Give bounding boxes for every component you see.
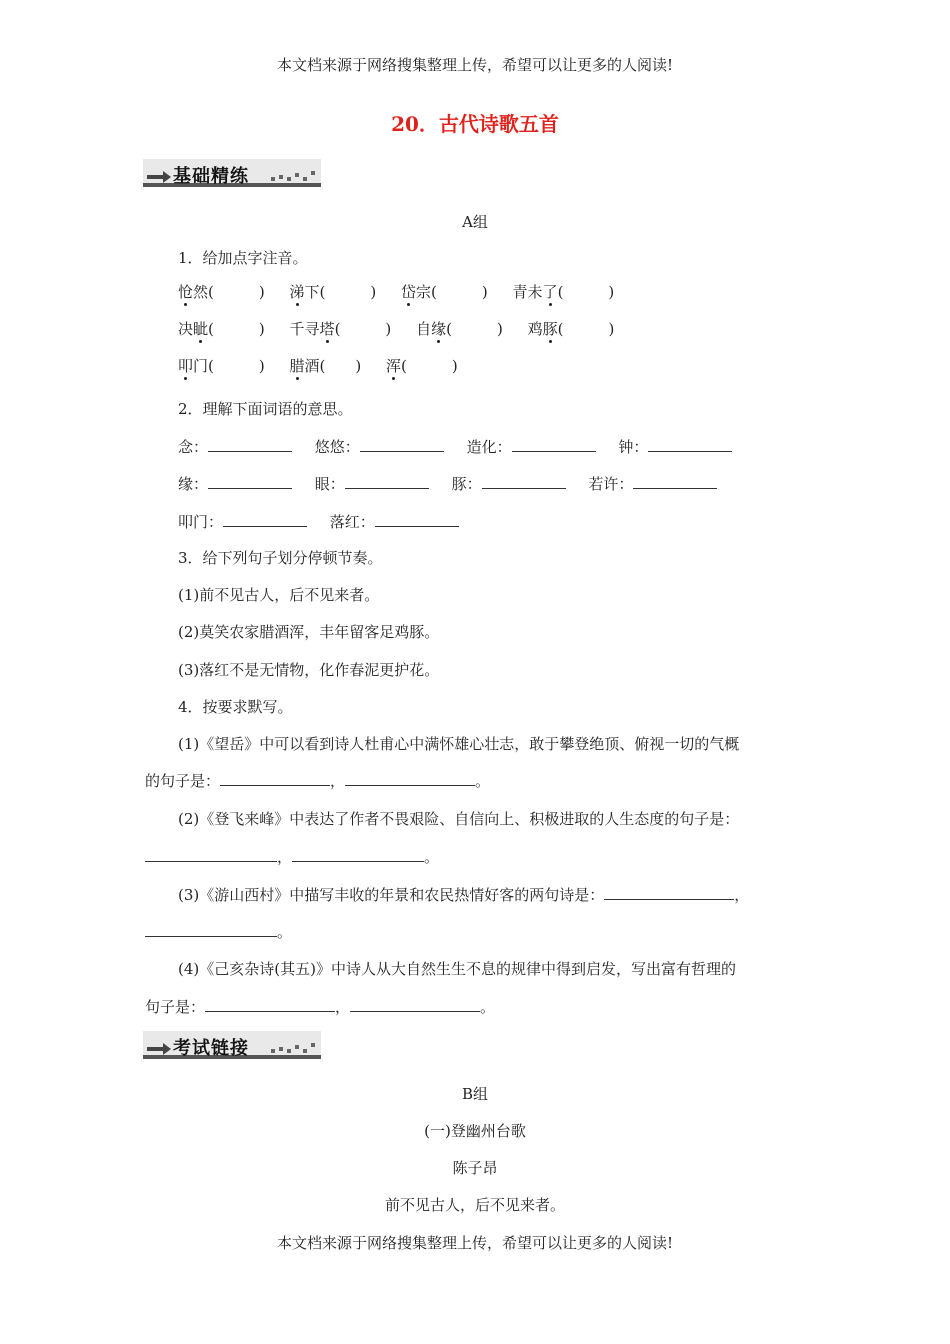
- banner-label: 考试链接: [173, 1038, 249, 1059]
- term-label: 叩门：: [178, 513, 224, 531]
- dictation-4-line-1: (4)《己亥杂诗(其五)》中诗人从大自然生生不息的规律中得到启发，写出富有哲理的: [178, 960, 736, 978]
- group-a-label: A组: [462, 213, 488, 231]
- answer-blank[interactable]: [604, 885, 734, 900]
- answer-blank[interactable]: [345, 474, 429, 489]
- answer-blank[interactable]: [375, 512, 459, 527]
- term-label: 豚：: [451, 475, 482, 493]
- question-3-label: 3．给下列句子划分停顿节奏。: [178, 549, 383, 567]
- meaning-row-2: [178, 473, 717, 494]
- dictation-prompt: 句子是：: [145, 998, 206, 1016]
- term-label: 钟：: [618, 438, 649, 456]
- page-footer: 本文档来源于网络搜集整理上传，希望可以让更多的人阅读!: [276, 1234, 674, 1252]
- answer-blank[interactable]: [633, 474, 717, 489]
- pinyin-item: 自缘( ): [416, 320, 503, 338]
- pinyin-item: 鸡豚( ): [527, 320, 615, 338]
- dictation-4-line-2: [145, 996, 495, 1017]
- pinyin-row-2: [178, 318, 614, 339]
- period: 。: [277, 923, 293, 941]
- pinyin-item: 决眦( ): [178, 320, 265, 338]
- answer-blank[interactable]: [648, 437, 732, 452]
- answer-blank[interactable]: [345, 771, 475, 786]
- answer-blank[interactable]: [145, 847, 277, 862]
- answer-blank[interactable]: [145, 922, 277, 937]
- term-label: 造化：: [466, 438, 512, 456]
- banner-label: 基础精练: [173, 166, 249, 187]
- answer-blank[interactable]: [223, 512, 307, 527]
- answer-blank[interactable]: [205, 997, 335, 1012]
- question-1-label: 1．给加点字注音。: [178, 249, 308, 267]
- poem-author: 陈子昂: [452, 1159, 498, 1177]
- pinyin-item: 腊酒( ): [289, 357, 362, 375]
- comma: ，: [335, 998, 351, 1016]
- period: 。: [480, 998, 496, 1016]
- answer-blank[interactable]: [482, 474, 566, 489]
- answer-blank[interactable]: [208, 437, 292, 452]
- comma: ，: [277, 848, 293, 866]
- group-b-label: B组: [461, 1085, 489, 1103]
- pinyin-item: 涕下( ): [289, 283, 377, 301]
- poem-line: 前不见古人，后不见来者。: [384, 1196, 565, 1214]
- pinyin-item: 怆然( ): [178, 283, 265, 301]
- answer-blank[interactable]: [350, 997, 480, 1012]
- term-label: 若许：: [588, 475, 634, 493]
- term-label: 落红：: [329, 513, 375, 531]
- dictation-1-line-2: [145, 770, 490, 791]
- term-label: 悠悠：: [314, 438, 360, 456]
- meaning-row-3: [178, 511, 459, 532]
- period: 。: [475, 772, 491, 790]
- rhythm-sentence: (3)落红不是无情物，化作春泥更护花。: [178, 661, 440, 679]
- answer-blank[interactable]: [208, 474, 292, 489]
- dictation-prompt: 的句子是：: [145, 772, 221, 790]
- poem-title: (一)登幽州台歌: [424, 1122, 526, 1140]
- dictation-2-line-1: (2)《登飞来峰》中表达了作者不畏艰险、自信向上、积极进取的人生态度的句子是：: [178, 810, 740, 828]
- term-label: 眼：: [314, 475, 345, 493]
- pinyin-item: 浑( ): [386, 357, 458, 375]
- period: 。: [424, 848, 440, 866]
- term-label: 缘：: [178, 475, 209, 493]
- section-banner-exam: [143, 1031, 321, 1059]
- dictation-prompt: (3)《游山西村》中描写丰收的年景和农民热情好客的两句诗是：: [178, 886, 605, 904]
- answer-blank[interactable]: [360, 437, 444, 452]
- pinyin-row-3: [178, 355, 458, 376]
- dictation-1-line-1: (1)《望岳》中可以看到诗人杜甫心中满怀雄心壮志，敢于攀登绝顶、俯视一切的气概: [178, 735, 740, 753]
- answer-blank[interactable]: [292, 847, 424, 862]
- dictation-3-line-2: [145, 921, 292, 942]
- page-title: 20．古代诗歌五首: [391, 112, 559, 136]
- rhythm-sentence: (2)莫笑农家腊酒浑，丰年留客足鸡豚。: [178, 623, 440, 641]
- comma: ，: [330, 772, 346, 790]
- answer-blank[interactable]: [512, 437, 596, 452]
- pinyin-item: 岱宗( ): [401, 283, 488, 301]
- dictation-3-line-1: [178, 884, 749, 905]
- pinyin-item: 叩门( ): [178, 357, 265, 375]
- pinyin-item: 青未了( ): [512, 283, 615, 301]
- question-4-label: 4．按要求默写。: [178, 698, 293, 716]
- dictation-2-line-2: [145, 846, 439, 867]
- pinyin-row-1: [178, 281, 614, 302]
- page-header: 本文档来源于网络搜集整理上传，希望可以让更多的人阅读!: [276, 56, 674, 74]
- answer-blank[interactable]: [220, 771, 330, 786]
- comma: ，: [734, 886, 750, 904]
- term-label: 念：: [178, 438, 209, 456]
- section-banner-basic: [143, 159, 321, 187]
- pinyin-item: 千寻塔( ): [289, 320, 392, 338]
- question-2-label: 2．理解下面词语的意思。: [178, 400, 353, 418]
- meaning-row-1: [178, 436, 732, 457]
- rhythm-sentence: (1)前不见古人，后不见来者。: [178, 586, 380, 604]
